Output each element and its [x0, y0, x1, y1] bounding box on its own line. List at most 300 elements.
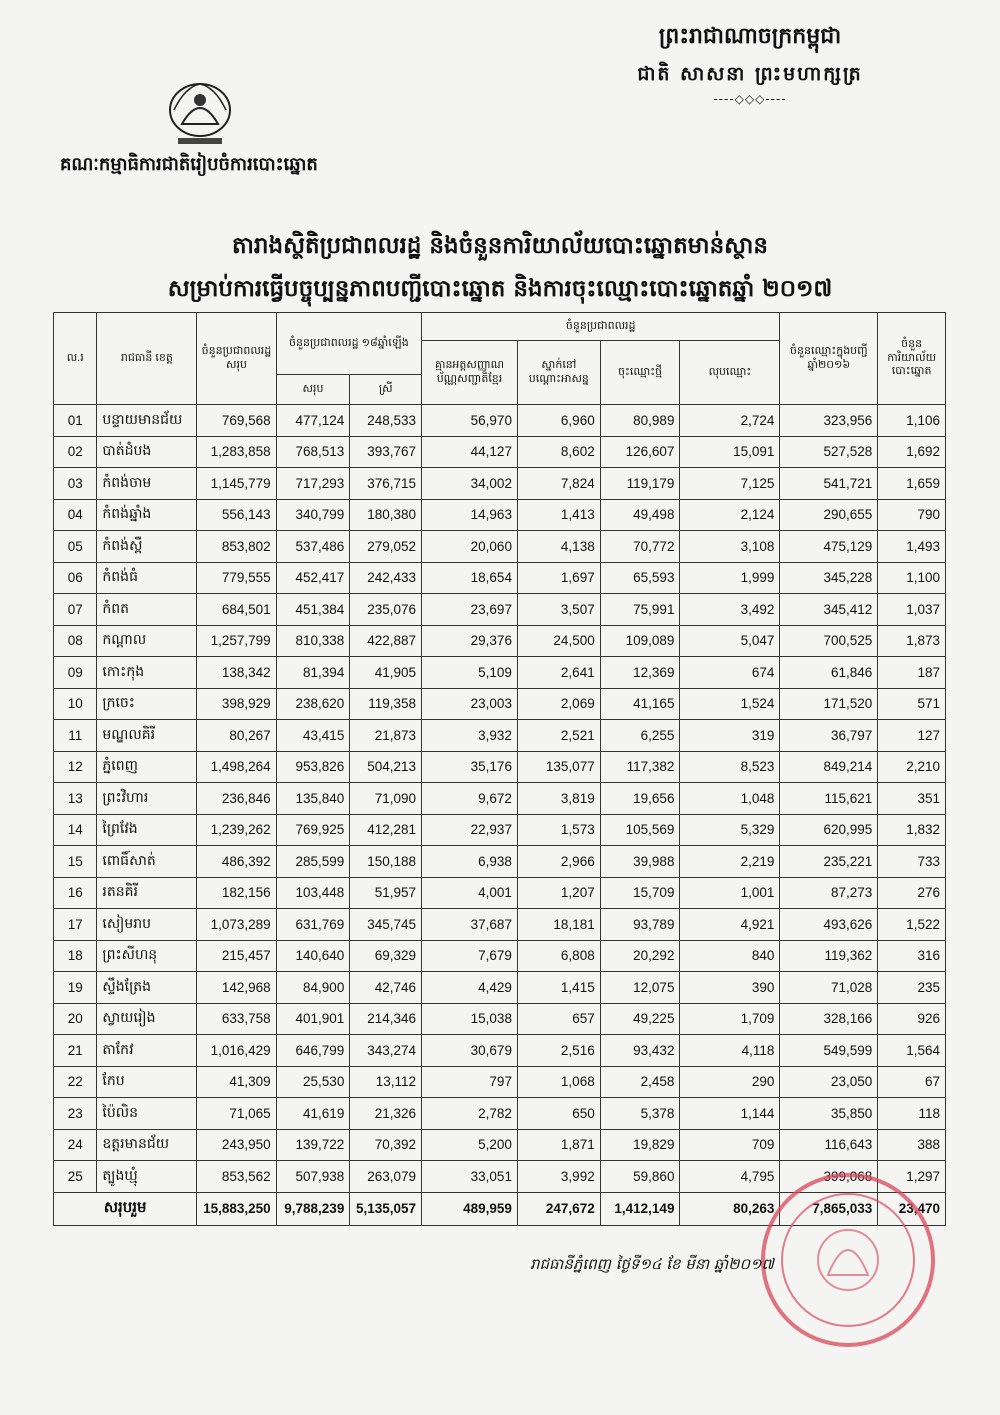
cell-st: 1,100	[878, 562, 946, 594]
cell-v16: 61,846	[780, 657, 878, 689]
cell-newr: 75,991	[600, 594, 680, 626]
cell-v16: 115,621	[780, 783, 878, 815]
cell-tmp: 24,500	[517, 625, 600, 657]
province-name: ប៉ៃលិន	[97, 1098, 197, 1130]
cell-tmp: 1,871	[517, 1129, 600, 1161]
cell-pop: 1,498,264	[197, 751, 276, 783]
province-name: ព្រៃវែង	[97, 814, 197, 846]
row-number: 05	[54, 531, 97, 563]
cell-v16: 87,273	[780, 877, 878, 909]
cell-noid: 20,060	[422, 531, 518, 563]
cell-v16: 328,166	[780, 1003, 878, 1035]
cell-t18: 41,619	[276, 1098, 350, 1130]
row-number: 25	[54, 1161, 97, 1193]
cell-newr: 70,772	[600, 531, 680, 563]
cell-t18: 631,769	[276, 909, 350, 941]
cell-pop: 486,392	[197, 846, 276, 878]
cell-noid: 5,200	[422, 1129, 518, 1161]
cell-noid: 23,003	[422, 688, 518, 720]
cell-del: 709	[680, 1129, 780, 1161]
row-number: 01	[54, 405, 97, 437]
total-f18: 5,135,057	[350, 1192, 422, 1225]
cell-st: 926	[878, 1003, 946, 1035]
cell-f18: 21,873	[350, 720, 422, 752]
cell-newr: 5,378	[600, 1098, 680, 1130]
cell-v16: 119,362	[780, 940, 878, 972]
header-voters-2016: ចំនួនឈ្មោះក្នុងបញ្ជីឆ្នាំ២០១៦	[780, 313, 878, 405]
cell-tmp: 657	[517, 1003, 600, 1035]
cell-t18: 340,799	[276, 499, 350, 531]
cell-st: 1,564	[878, 1035, 946, 1067]
cell-f18: 69,329	[350, 940, 422, 972]
cell-f18: 150,188	[350, 846, 422, 878]
cell-del: 840	[680, 940, 780, 972]
cell-v16: 345,228	[780, 562, 878, 594]
cell-v16: 171,520	[780, 688, 878, 720]
cell-tmp: 2,069	[517, 688, 600, 720]
cell-tmp: 3,819	[517, 783, 600, 815]
cell-del: 2,724	[680, 405, 780, 437]
province-name: ឧត្ដរមានជ័យ	[97, 1129, 197, 1161]
province-name: កោះកុង	[97, 657, 197, 689]
province-name: កំពង់ធំ	[97, 562, 197, 594]
table-row	[54, 657, 946, 689]
kingdom-name: ព្រះរាជាណាចក្រកម្ពុជា	[658, 24, 842, 49]
cell-st: 127	[878, 720, 946, 752]
cell-st: 790	[878, 499, 946, 531]
table-row	[54, 846, 946, 878]
cell-f18: 242,433	[350, 562, 422, 594]
cell-pop: 633,758	[197, 1003, 276, 1035]
cell-t18: 477,124	[276, 405, 350, 437]
total-t18: 9,788,239	[276, 1192, 350, 1225]
row-number: 19	[54, 972, 97, 1004]
cell-f18: 21,326	[350, 1098, 422, 1130]
cell-st: 1,692	[878, 436, 946, 468]
cell-t18: 810,338	[276, 625, 350, 657]
total-label: សរុបរួម	[54, 1192, 197, 1225]
table-row	[54, 594, 946, 626]
row-number: 17	[54, 909, 97, 941]
row-number: 10	[54, 688, 97, 720]
cell-newr: 119,179	[600, 468, 680, 500]
cell-newr: 6,255	[600, 720, 680, 752]
cell-newr: 2,458	[600, 1066, 680, 1098]
row-number: 18	[54, 940, 97, 972]
cell-f18: 70,392	[350, 1129, 422, 1161]
header-no: ល.រ	[54, 313, 97, 405]
header-age18-female: ស្រី	[350, 375, 422, 405]
cell-newr: 126,607	[600, 436, 680, 468]
cell-v16: 527,528	[780, 436, 878, 468]
cell-pop: 1,145,779	[197, 468, 276, 500]
cell-noid: 56,970	[422, 405, 518, 437]
cell-del: 3,492	[680, 594, 780, 626]
cell-noid: 9,672	[422, 783, 518, 815]
row-number: 03	[54, 468, 97, 500]
cell-f18: 13,112	[350, 1066, 422, 1098]
cell-newr: 41,165	[600, 688, 680, 720]
cell-newr: 49,498	[600, 499, 680, 531]
cell-st: 1,659	[878, 468, 946, 500]
cell-newr: 93,432	[600, 1035, 680, 1067]
cell-pop: 853,562	[197, 1161, 276, 1193]
cell-newr: 39,988	[600, 846, 680, 878]
province-name: បន្ទាយមានជ័យ	[97, 405, 197, 437]
cell-noid: 30,679	[422, 1035, 518, 1067]
cell-st: 118	[878, 1098, 946, 1130]
cell-f18: 119,358	[350, 688, 422, 720]
cell-f18: 51,957	[350, 877, 422, 909]
table-row	[54, 972, 946, 1004]
cell-st: 1,037	[878, 594, 946, 626]
total-noid: 489,959	[422, 1192, 518, 1225]
cell-newr: 15,709	[600, 877, 680, 909]
cell-pop: 71,065	[197, 1098, 276, 1130]
table-row	[54, 499, 946, 531]
cell-t18: 401,901	[276, 1003, 350, 1035]
row-number: 23	[54, 1098, 97, 1130]
cell-del: 1,999	[680, 562, 780, 594]
province-name: ពោធិ៍សាត់	[97, 846, 197, 878]
cell-newr: 12,075	[600, 972, 680, 1004]
cell-t18: 81,394	[276, 657, 350, 689]
cell-pop: 142,968	[197, 972, 276, 1004]
province-name: កំពង់ស្ពឺ	[97, 531, 197, 563]
row-number: 11	[54, 720, 97, 752]
cell-t18: 43,415	[276, 720, 350, 752]
cell-noid: 7,679	[422, 940, 518, 972]
cell-pop: 1,257,799	[197, 625, 276, 657]
cell-tmp: 4,138	[517, 531, 600, 563]
header-age18-total: សរុប	[276, 375, 350, 405]
row-number: 14	[54, 814, 97, 846]
cell-t18: 135,840	[276, 783, 350, 815]
cell-del: 2,124	[680, 499, 780, 531]
row-number: 20	[54, 1003, 97, 1035]
cell-st: 2,210	[878, 751, 946, 783]
table-row	[54, 1035, 946, 1067]
cell-pop: 1,239,262	[197, 814, 276, 846]
nec-emblem-icon	[160, 72, 240, 152]
cell-v16: 345,412	[780, 594, 878, 626]
province-name: ក្រចេះ	[97, 688, 197, 720]
cell-t18: 140,640	[276, 940, 350, 972]
table-row	[54, 720, 946, 752]
cell-del: 5,047	[680, 625, 780, 657]
table-row	[54, 877, 946, 909]
cell-v16: 549,599	[780, 1035, 878, 1067]
cell-newr: 20,292	[600, 940, 680, 972]
cell-tmp: 18,181	[517, 909, 600, 941]
cell-st: 67	[878, 1066, 946, 1098]
header-deleted: លុបឈ្មោះ	[680, 341, 780, 405]
cell-st: 235	[878, 972, 946, 1004]
cell-newr: 49,225	[600, 1003, 680, 1035]
row-number: 09	[54, 657, 97, 689]
cell-pop: 80,267	[197, 720, 276, 752]
cell-tmp: 1,415	[517, 972, 600, 1004]
cell-pop: 236,846	[197, 783, 276, 815]
cell-noid: 29,376	[422, 625, 518, 657]
total-v16: 7,865,033	[780, 1192, 878, 1225]
table-row	[54, 531, 946, 563]
cell-st: 1,522	[878, 909, 946, 941]
cell-noid: 2,782	[422, 1098, 518, 1130]
cell-v16: 71,028	[780, 972, 878, 1004]
cell-st: 1,297	[878, 1161, 946, 1193]
national-motto: ជាតិ សាសនា ព្រះមហាក្សត្រ	[637, 63, 863, 85]
cell-newr: 93,789	[600, 909, 680, 941]
cell-tmp: 3,992	[517, 1161, 600, 1193]
cell-v16: 849,214	[780, 751, 878, 783]
cell-tmp: 6,808	[517, 940, 600, 972]
cell-t18: 238,620	[276, 688, 350, 720]
table-row	[54, 1098, 946, 1130]
header-province: រាជធានី ខេត្ត	[97, 313, 197, 405]
cell-f18: 214,346	[350, 1003, 422, 1035]
cell-f18: 422,887	[350, 625, 422, 657]
cell-pop: 556,143	[197, 499, 276, 531]
header-citizens: ចំនួនប្រជាពលរដ្ឋ	[422, 313, 780, 341]
cell-t18: 769,925	[276, 814, 350, 846]
organization-name: គណៈកម្មាធិការជាតិរៀបចំការបោះឆ្នោត	[60, 154, 318, 175]
cell-del: 1,048	[680, 783, 780, 815]
table-row	[54, 751, 946, 783]
header-no-id: គ្មានអត្តសញ្ញាណប័ណ្ណសញ្ជាតិខ្មែរ	[422, 341, 518, 405]
cell-t18: 768,513	[276, 436, 350, 468]
cell-st: 1,832	[878, 814, 946, 846]
cell-tmp: 135,077	[517, 751, 600, 783]
cell-del: 7,125	[680, 468, 780, 500]
province-name: កំពត	[97, 594, 197, 626]
cell-del: 290	[680, 1066, 780, 1098]
table-row	[54, 436, 946, 468]
cell-f18: 412,281	[350, 814, 422, 846]
cell-tmp: 650	[517, 1098, 600, 1130]
statistics-table	[53, 312, 946, 1226]
cell-f18: 263,079	[350, 1161, 422, 1193]
table-row	[54, 814, 946, 846]
cell-f18: 279,052	[350, 531, 422, 563]
signature-date: រាជធានីភ្នំពេញ ថ្ងៃទី១៤ ខែ មីនា ឆ្នាំ២០១៧	[530, 1255, 774, 1273]
row-number: 21	[54, 1035, 97, 1067]
cell-tmp: 8,602	[517, 436, 600, 468]
province-name: ព្រះសីហនុ	[97, 940, 197, 972]
cell-del: 1,144	[680, 1098, 780, 1130]
cell-v16: 620,995	[780, 814, 878, 846]
cell-st: 733	[878, 846, 946, 878]
cell-tmp: 3,507	[517, 594, 600, 626]
cell-newr: 105,569	[600, 814, 680, 846]
cell-tmp: 2,641	[517, 657, 600, 689]
cell-tmp: 1,068	[517, 1066, 600, 1098]
cell-newr: 80,989	[600, 405, 680, 437]
province-name: តាកែវ	[97, 1035, 197, 1067]
table-row	[54, 940, 946, 972]
cell-del: 4,795	[680, 1161, 780, 1193]
cell-del: 674	[680, 657, 780, 689]
province-name: ភ្នំពេញ	[97, 751, 197, 783]
cell-pop: 1,016,429	[197, 1035, 276, 1067]
cell-pop: 853,802	[197, 531, 276, 563]
cell-newr: 109,089	[600, 625, 680, 657]
province-name: ត្បូងឃ្មុំ	[97, 1161, 197, 1193]
cell-del: 2,219	[680, 846, 780, 878]
cell-noid: 797	[422, 1066, 518, 1098]
cell-st: 571	[878, 688, 946, 720]
cell-t18: 646,799	[276, 1035, 350, 1067]
cell-f18: 343,274	[350, 1035, 422, 1067]
cell-del: 8,523	[680, 751, 780, 783]
cell-pop: 138,342	[197, 657, 276, 689]
cell-t18: 84,900	[276, 972, 350, 1004]
cell-noid: 6,938	[422, 846, 518, 878]
cell-noid: 18,654	[422, 562, 518, 594]
table-row	[54, 625, 946, 657]
cell-noid: 14,963	[422, 499, 518, 531]
cell-del: 1,001	[680, 877, 780, 909]
cell-del: 1,709	[680, 1003, 780, 1035]
cell-tmp: 7,824	[517, 468, 600, 500]
row-number: 22	[54, 1066, 97, 1098]
header-new-registration: ចុះឈ្មោះថ្មី	[600, 341, 680, 405]
title-line-1: តារាងស្ថិតិប្រជាពលរដ្ឋ និងចំនួនការិយាល័យបោះឆ្នោតមាន់ស្ថាន	[232, 233, 768, 259]
cell-newr: 117,382	[600, 751, 680, 783]
cell-f18: 376,715	[350, 468, 422, 500]
cell-noid: 4,001	[422, 877, 518, 909]
cell-pop: 398,929	[197, 688, 276, 720]
cell-newr: 19,656	[600, 783, 680, 815]
cell-newr: 19,829	[600, 1129, 680, 1161]
row-number: 08	[54, 625, 97, 657]
cell-newr: 65,593	[600, 562, 680, 594]
cell-noid: 5,109	[422, 657, 518, 689]
cell-t18: 507,938	[276, 1161, 350, 1193]
total-st: 23,470	[878, 1192, 946, 1225]
cell-noid: 33,051	[422, 1161, 518, 1193]
province-name: កែប	[97, 1066, 197, 1098]
cell-noid: 23,697	[422, 594, 518, 626]
cell-tmp: 2,521	[517, 720, 600, 752]
cell-f18: 235,076	[350, 594, 422, 626]
cell-noid: 34,002	[422, 468, 518, 500]
cell-st: 388	[878, 1129, 946, 1161]
cell-noid: 37,687	[422, 909, 518, 941]
cell-st: 351	[878, 783, 946, 815]
cell-v16: 323,956	[780, 405, 878, 437]
cell-del: 15,091	[680, 436, 780, 468]
cell-v16: 475,129	[780, 531, 878, 563]
cell-t18: 537,486	[276, 531, 350, 563]
cell-del: 319	[680, 720, 780, 752]
row-number: 07	[54, 594, 97, 626]
province-name: ស្វាយរៀង	[97, 1003, 197, 1035]
cell-v16: 493,626	[780, 909, 878, 941]
table-row	[54, 1003, 946, 1035]
cell-v16: 36,797	[780, 720, 878, 752]
cell-tmp: 1,207	[517, 877, 600, 909]
cell-pop: 684,501	[197, 594, 276, 626]
cell-f18: 504,213	[350, 751, 422, 783]
cell-st: 1,493	[878, 531, 946, 563]
row-number: 15	[54, 846, 97, 878]
cell-v16: 399,068	[780, 1161, 878, 1193]
ornament-divider: ----◇◇◇----	[713, 92, 787, 106]
cell-pop: 182,156	[197, 877, 276, 909]
header-stations: ចំនួនការិយាល័យបោះឆ្នោត	[878, 313, 946, 405]
cell-pop: 1,283,858	[197, 436, 276, 468]
cell-noid: 22,937	[422, 814, 518, 846]
province-name: សៀមរាប	[97, 909, 197, 941]
header-population: ចំនួនប្រជាពលរដ្ឋសរុប	[197, 313, 276, 405]
cell-pop: 215,457	[197, 940, 276, 972]
province-name: កំពង់ចាម	[97, 468, 197, 500]
cell-pop: 1,073,289	[197, 909, 276, 941]
cell-v16: 116,643	[780, 1129, 878, 1161]
table-row	[54, 405, 946, 437]
kingdom-header	[560, 22, 940, 106]
total-pop: 15,883,250	[197, 1192, 276, 1225]
cell-noid: 44,127	[422, 436, 518, 468]
cell-st: 187	[878, 657, 946, 689]
cell-f18: 345,745	[350, 909, 422, 941]
cell-t18: 452,417	[276, 562, 350, 594]
cell-t18: 285,599	[276, 846, 350, 878]
cell-del: 1,524	[680, 688, 780, 720]
province-name: មណ្ឌលគិរី	[97, 720, 197, 752]
cell-tmp: 2,516	[517, 1035, 600, 1067]
cell-f18: 42,746	[350, 972, 422, 1004]
province-name: ស្ទឹងត្រែង	[97, 972, 197, 1004]
row-number: 02	[54, 436, 97, 468]
province-name: បាត់ដំបង	[97, 436, 197, 468]
row-number: 16	[54, 877, 97, 909]
total-tmp: 247,672	[517, 1192, 600, 1225]
cell-del: 390	[680, 972, 780, 1004]
cell-f18: 248,533	[350, 405, 422, 437]
cell-f18: 41,905	[350, 657, 422, 689]
table-row	[54, 909, 946, 941]
province-name: កំពង់ឆ្នាំង	[97, 499, 197, 531]
province-name: រតនគិរី	[97, 877, 197, 909]
cell-t18: 25,530	[276, 1066, 350, 1098]
total-del: 80,263	[680, 1192, 780, 1225]
cell-newr: 59,860	[600, 1161, 680, 1193]
row-number: 13	[54, 783, 97, 815]
cell-v16: 23,050	[780, 1066, 878, 1098]
cell-t18: 953,826	[276, 751, 350, 783]
cell-newr: 12,369	[600, 657, 680, 689]
cell-f18: 180,380	[350, 499, 422, 531]
cell-f18: 71,090	[350, 783, 422, 815]
province-name: ព្រះវិហារ	[97, 783, 197, 815]
table-row	[54, 783, 946, 815]
cell-t18: 717,293	[276, 468, 350, 500]
table-row	[54, 562, 946, 594]
cell-tmp: 2,966	[517, 846, 600, 878]
cell-t18: 139,722	[276, 1129, 350, 1161]
cell-st: 316	[878, 940, 946, 972]
row-number: 12	[54, 751, 97, 783]
cell-st: 1,106	[878, 405, 946, 437]
cell-pop: 41,309	[197, 1066, 276, 1098]
cell-v16: 700,525	[780, 625, 878, 657]
province-name: កណ្ដាល	[97, 625, 197, 657]
header-temporary: ស្នាក់នៅបណ្ដោះអាសន្ន	[517, 341, 600, 405]
row-number: 04	[54, 499, 97, 531]
cell-del: 4,118	[680, 1035, 780, 1067]
